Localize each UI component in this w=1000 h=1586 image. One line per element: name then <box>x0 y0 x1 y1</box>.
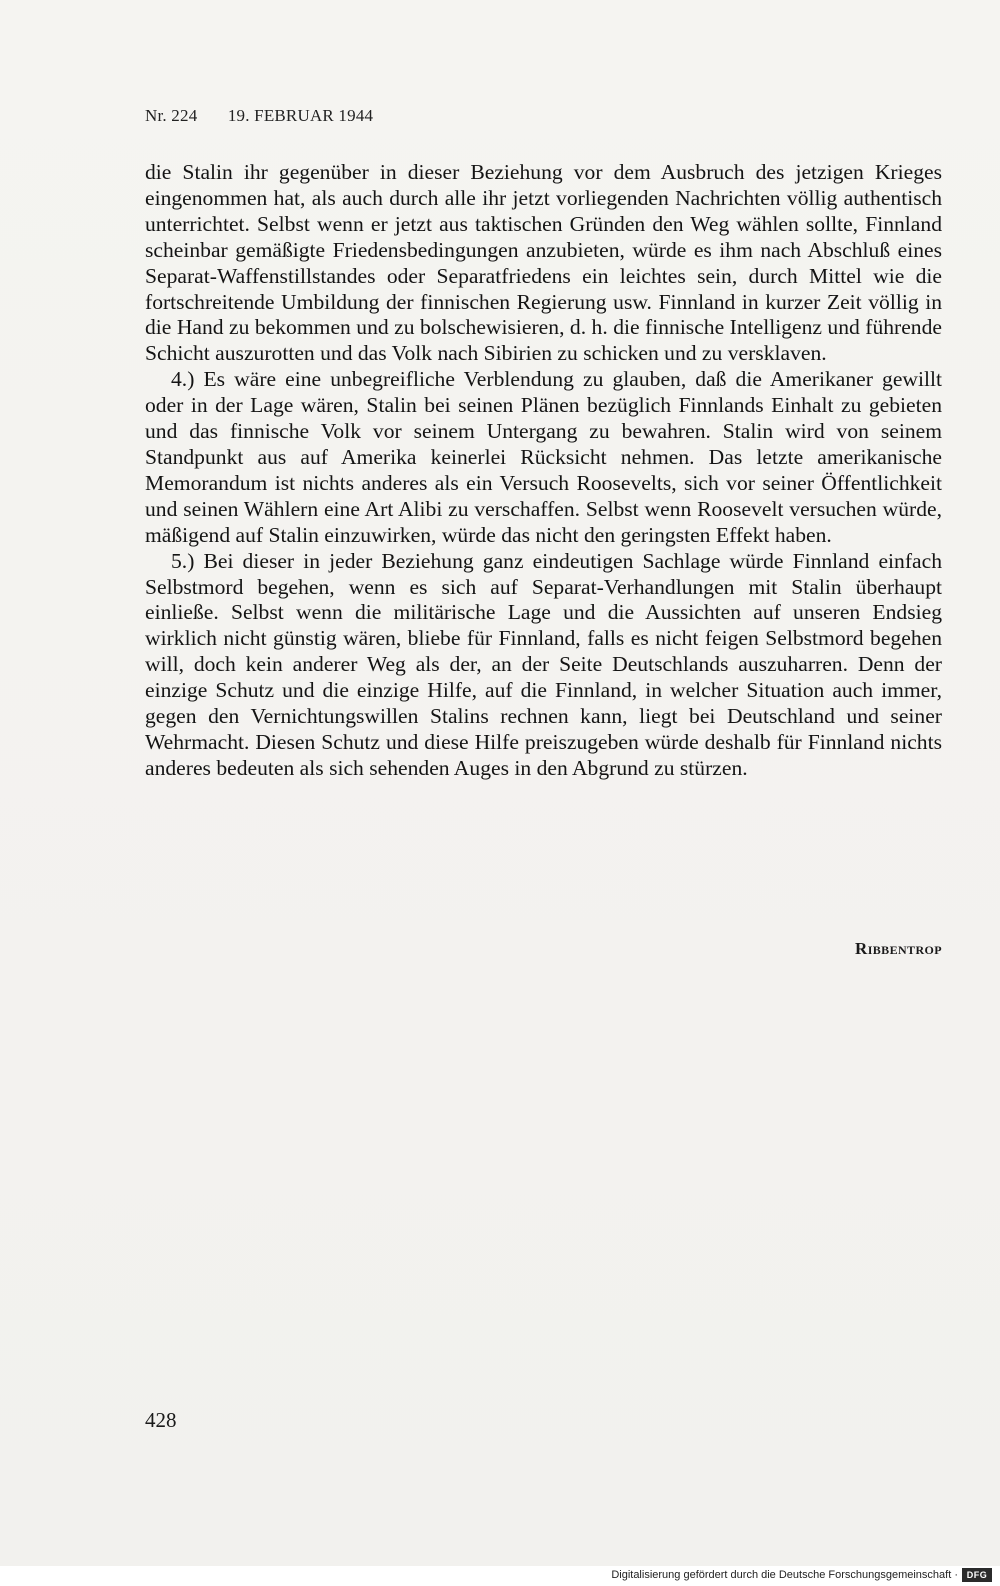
signature: Ribbentrop <box>855 939 942 958</box>
body-text <box>145 160 942 782</box>
footer-credit: Digitalisierung gefördert durch die Deutsche Forschungsgemeinschaft · <box>611 1569 958 1581</box>
paragraph-point-4: 4.) Es wäre eine unbegreifliche Verblendung zu glauben, daß die Amerikaner gewillt oder in der Lage wären, Stalin bei seinen Plänen bezüglich Finnlands Einhalt zu gebieten und das finnische Volk vor seinem Untergang zu bewahren. Stalin wird von seinem Standpunkt aus auf Amerika keinerlei Rücksicht nehmen. Das letzte amerikanische Memorandum ist nichts anderes als ein Versuch Roosevelts, sich vor seiner Öffentlichkeit und seinen Wählern eine Art Alibi zu verschaffen. Selbst wenn Roosevelt versuchen würde, mäßigend auf Stalin einzuwirken, würde das nicht den geringsten Effekt haben. <box>145 367 942 547</box>
document-number: Nr. 224 <box>145 106 198 125</box>
paragraph-point-5: 5.) Bei dieser in jeder Beziehung ganz eindeutigen Sachlage würde Finnland einfach Selbstmord begehen, wenn es sich auf Separat-Verhandlungen mit Stalin überhaupt einließe. Selbst wenn die militärische Lage und die Aussichten auf unseren Endsieg wirklich nicht günstig wären, bliebe für Finnland, falls es nicht feigen Selbstmord begehen will, doch kein anderer Weg als der, an der Seite Deutschlands auszuharren. Denn der einzige Schutz und die einzige Hilfe, auf die Finnland, in welcher Situation auch immer, gegen den Vernichtungswillen Stalins rechnen kann, liegt bei Deutschland und seiner Wehrmacht. Diesen Schutz und diese Hilfe preiszugeben würde deshalb für Finnland nichts anderes bedeuten als sich sehenden Auges in den Abgrund zu stürzen. <box>145 548 942 780</box>
dfg-logo: DFG <box>962 1568 992 1582</box>
document-date: 19. FEBRUAR 1944 <box>227 106 374 125</box>
page-number: 428 <box>145 1408 177 1432</box>
paragraph-continuation: die Stalin ihr gegenüber in dieser Beziehung vor dem Ausbruch des jetzigen Krieges eingenommen hat, als auch durch alle ihr jetzt vorliegenden Nachrichten völlig authentisch unterrichtet. Selbst wenn er jetzt aus taktischen Gründen den Weg wählen sollte, Finnland scheinbar gemäßigte Friedensbedingungen anzubieten, würde es ihm nach Abschluß eines Separat-Waffenstillstandes oder Separatfriedens ein leichtes sein, durch Mittel wie die fortschreitende Umbildung der finnischen Regierung usw. Finnland in kurzer Zeit völlig in die Hand zu bekommen und zu bolschewisieren, d. h. die finnische Intelligenz und führende Schicht auszurotten und das Volk nach Sibirien zu schicken und zu versklaven. <box>145 160 942 366</box>
page-header <box>145 106 373 126</box>
